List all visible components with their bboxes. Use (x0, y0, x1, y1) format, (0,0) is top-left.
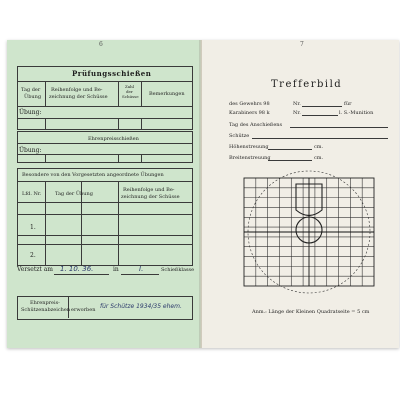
breitenstreuung-unit: cm. (314, 155, 324, 161)
versetzt-date: 1. 10. 36. (60, 265, 94, 273)
anschiessen-label: Tag des Anschießens (229, 122, 283, 128)
header2-lfd-nr: Lfd. Nr. (22, 191, 42, 197)
header-reihenfolge-line1: Reihenfolge und Be- (51, 87, 103, 93)
schiessklasse-value: I. (139, 265, 144, 273)
karabiner-nr-label: Nr. (293, 110, 301, 116)
uebung-label-1: Übung: (19, 109, 42, 116)
fuer-label: für (344, 101, 352, 107)
erworben-label: erworben (71, 307, 96, 313)
uebung-label-2: Übung: (19, 147, 42, 154)
row-1-number: 1. (30, 224, 36, 231)
header-tag-line1: Tag der (21, 87, 41, 93)
header2-reihenfolge-line2: zeichnung der Schüsse (121, 194, 180, 200)
row-2-number: 2. (30, 252, 36, 259)
grid-note: Anm.: Länge der Kleinen Quadratseite = 5 cm (252, 309, 370, 315)
besondere-title: Besondere von den Vorgesetzten angeordnete Übungen (22, 172, 164, 178)
abzeichen-label-line1: Ehrenpreis- (30, 300, 60, 306)
gewehr-nr-label: Nr. (293, 101, 301, 107)
hoehenstreuung-label: Höhenstreuung (229, 144, 269, 150)
header2-reihenfolge-line1: Reihenfolge und Be- (123, 187, 175, 193)
erworben-value: für Schütze 1934/35 ehem. (100, 303, 182, 310)
pruefung-title: Prüfungsschießen (72, 69, 152, 78)
left-page-number: 6 (99, 41, 103, 48)
header-tag-line2: Übung (24, 94, 42, 100)
karabiner-label: Karabiners 98 k (229, 110, 270, 116)
header-zahl-line2: der (126, 89, 133, 94)
besondere-uebungen-table (17, 168, 193, 266)
versetzt-label: Versetzt am (17, 266, 53, 273)
ehrenpreis-label: Ehrenpreisschießen (88, 136, 139, 142)
header-zahl-line3: Schüsse (122, 94, 139, 99)
schuetze-label: Schütze (229, 133, 250, 139)
header-reihenfolge-line2: zeichnung der Schüsse (49, 94, 108, 100)
right-page-number: 7 (300, 41, 304, 48)
header-bemerkungen: Bemerkungen (149, 91, 185, 97)
trefferbild-title: Trefferbild (271, 79, 343, 90)
munition-label: l. S.-Munition (339, 110, 374, 116)
hoehenstreuung-unit: cm. (314, 144, 324, 150)
gewehr-label: des Gewehrs 98 (229, 101, 270, 107)
abzeichen-label-line2: Schützenabzeichen (21, 307, 71, 313)
target-grid (236, 166, 382, 298)
header-zahl-line1: Zahl (125, 84, 135, 89)
header2-tag: Tag der Übung (55, 191, 93, 197)
schiessklasse-label: Schießklasse (161, 267, 195, 273)
breitenstreuung-label: Breitenstreuung (229, 155, 271, 161)
in-label: in (113, 266, 119, 273)
